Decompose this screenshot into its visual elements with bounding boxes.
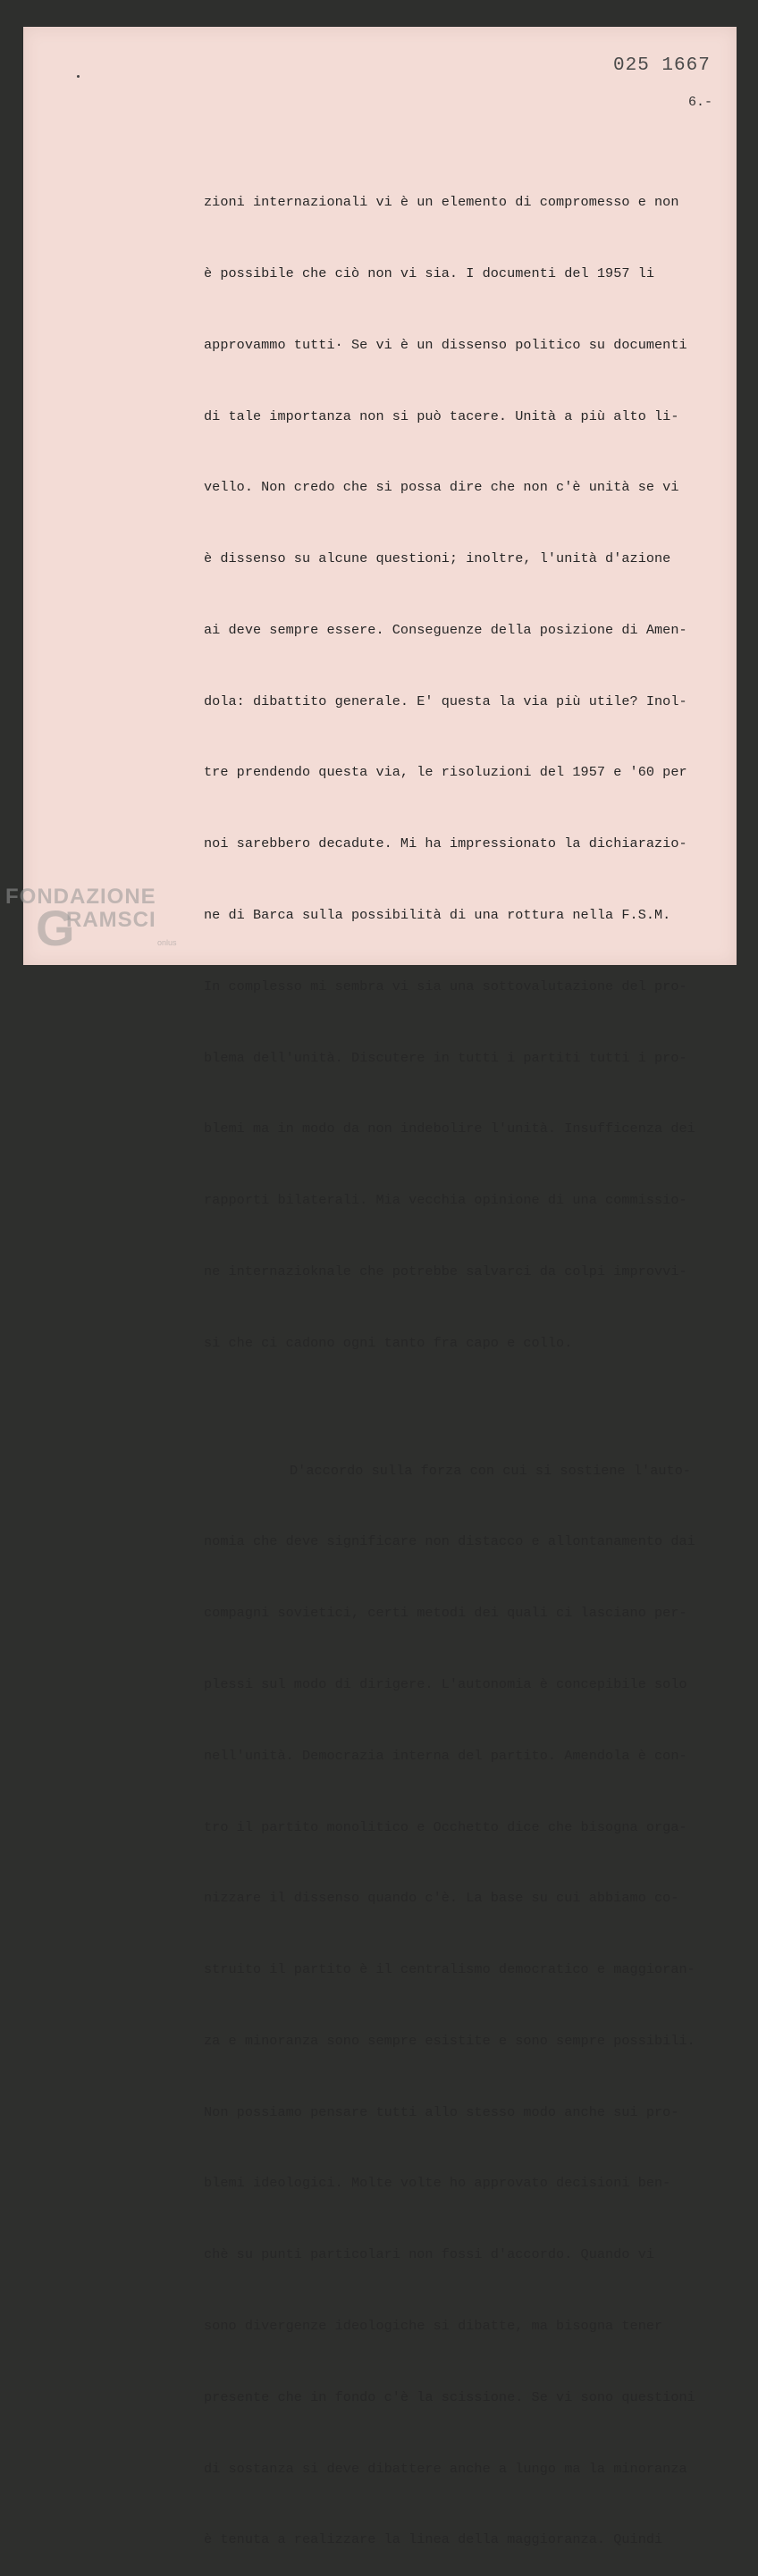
- text-line: blemi ideologici. Molte volte ho approvato decisioni ben-: [204, 2175, 671, 2192]
- text-line: nomia che deve significare non distacco e allontanamento dai: [204, 1533, 695, 1550]
- watermark-small: onlus: [157, 938, 177, 947]
- text-line: ne di Barca sulla possibilità di una rottura nella F.S.M.: [204, 907, 671, 923]
- text-line: blemi ma in modo da non indebolire l'unità. Insufficenza dei: [204, 1120, 695, 1137]
- paragraph-gap: [204, 1402, 731, 1411]
- text-line: za e minoranza sono sempre esistite e sono sempre possibili.: [204, 2032, 695, 2049]
- text-line: ai deve sempre essere. Conseguenze della posizione di Amen-: [204, 621, 687, 638]
- text-line: è tenuta a realizzare la linea della maggioranza. Quindi: [204, 2531, 663, 2548]
- text-line: noi sarebbero decadute. Mi ha impressionato la dichiarazio-: [204, 835, 687, 852]
- text-line: si che ci cadono ogni tanto fra capo e collo.: [204, 1334, 573, 1351]
- text-line: dola: dibattito generale. E' questa la via più utile? Inol-: [204, 692, 687, 709]
- typewritten-body: [204, 143, 731, 2576]
- text-line: zioni internazionali vi è un elemento di compromesso e non: [204, 194, 679, 211]
- text-line: approvammo tutti· Se vi è un dissenso politico su documenti: [204, 336, 687, 353]
- text-line: rapporti bilaterali. Mia vecchia opinione di una commissio-: [204, 1192, 687, 1209]
- text-line: tro il partito monolitico e Occhetto dice che bisogna orga-: [204, 1818, 687, 1835]
- text-line: di sostanza si deve dibattere anche a lungo ma la minoranza: [204, 2460, 687, 2477]
- text-line: sono divergenze ideologiche si dibatte, ma bisogna tener: [204, 2318, 663, 2335]
- text-line: tre prendendo questa via, le risoluzioni del 1957 e '60 per: [204, 764, 687, 781]
- text-line: plessi sul modo di dirigere. L'autonomia è concepibile solo: [204, 1676, 687, 1692]
- text-line: In complesso mi sembra vi sia una sottovalutazione del pro-: [204, 978, 687, 994]
- watermark-g-letter: G: [36, 900, 75, 956]
- watermark-line1: FONDAZIONE: [5, 885, 156, 909]
- paragraph-first-line: D'accordo sulla forza con cui si sostiene l'auto-: [290, 1462, 692, 1479]
- text-line: è dissenso su alcune questioni; inoltre, l'unità d'azione: [204, 550, 671, 567]
- text-line: è possibile che ciò non vi sia. I documenti del 1957 li: [204, 264, 655, 281]
- ink-dot: [77, 75, 80, 78]
- text-line: chè su punti particolari non fossi d'accordo. Quando vi: [204, 2246, 655, 2263]
- page-index: 6.-: [688, 95, 713, 110]
- text-line: nizzare il dissenso quando c'è. La base su cui abbiamo co-: [204, 1890, 679, 1907]
- text-line: di tale importanza non si può tacere. Unità a più alto li-: [204, 407, 679, 424]
- text-line: Non possiamo pensare tutti allo stesso modo anche sui pro-: [204, 2103, 679, 2120]
- text-line: presente che in fondo c'è la scissione. Se vi sono questioni: [204, 2388, 695, 2405]
- text-line: ne internazioknale che potrebbe salvarci da colpi improvvi-: [204, 1263, 687, 1280]
- text-line: nell'unità. Democrazia interna del partito. Amendola è con-: [204, 1747, 687, 1764]
- fondazione-gramsci-watermark: [4, 883, 191, 963]
- text-line: vello. Non credo che si possa dire che non c'è unità se vi: [204, 479, 679, 496]
- archive-number: 025 1667: [613, 55, 711, 76]
- text-line: blema dell'unità. Discutere in tutti i partiti tutti i pro-: [204, 1049, 687, 1066]
- text-line: struito il partito è il centralismo democratico e maggioran-: [204, 1961, 695, 1978]
- text-line: compagni sovietici, certi metodi dei quali ci lasciano per-: [204, 1605, 687, 1622]
- watermark-line2: RAMSCI: [66, 908, 156, 932]
